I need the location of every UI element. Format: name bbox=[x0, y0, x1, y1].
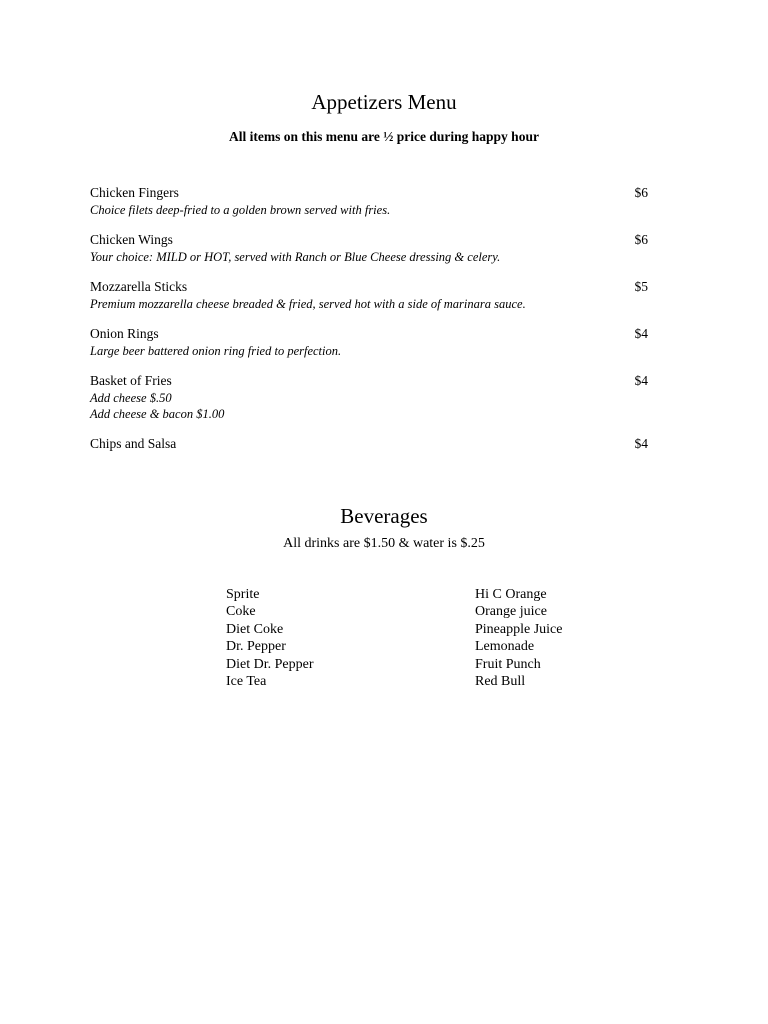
menu-item-description: Large beer battered onion ring fried to perfection. bbox=[90, 344, 342, 358]
menu-item bbox=[90, 278, 648, 312]
menu-item-price: $5 bbox=[634, 279, 648, 294]
menu-item bbox=[90, 435, 648, 453]
beverages-title: Beverages bbox=[340, 504, 428, 528]
beverage-item: Hi C Orange bbox=[475, 587, 547, 602]
beverage-item: Red Bull bbox=[475, 674, 526, 690]
menu-item-description: Your choice: MILD or HOT, served with Ranch or Blue Cheese dressing & celery. bbox=[90, 250, 501, 264]
menu-item-name: Basket of Fries bbox=[90, 373, 172, 388]
beverage-item: Pineapple Juice bbox=[475, 621, 563, 637]
menu-item-description: Premium mozzarella cheese breaded & fried, served hot with a side of marinara sauce. bbox=[90, 297, 526, 311]
beverages-right-column bbox=[475, 586, 562, 690]
menu-item bbox=[90, 184, 648, 218]
beverage-item: Lemonade bbox=[475, 639, 535, 655]
beverages-subtitle: All drinks are $1.50 & water is $.25 bbox=[283, 536, 485, 551]
menu-item-price: $4 bbox=[634, 326, 648, 341]
appetizers-subtitle: All items on this menu are ½ price during happy hour bbox=[229, 129, 539, 144]
menu-item-price: $6 bbox=[634, 232, 648, 247]
menu-item-header bbox=[90, 372, 648, 390]
menu-item-header bbox=[90, 278, 648, 296]
beverage-item: Orange juice bbox=[475, 604, 547, 620]
menu-item-name: Onion Rings bbox=[90, 326, 159, 341]
menu-item-price: $4 bbox=[634, 373, 648, 388]
beverage-item: Ice Tea bbox=[226, 674, 267, 690]
appetizers-list bbox=[90, 184, 648, 466]
menu-item-header bbox=[90, 325, 648, 343]
menu-item bbox=[90, 231, 648, 265]
beverage-item: Diet Coke bbox=[226, 621, 284, 637]
menu-item-description: Choice filets deep-fried to a golden brown served with fries. bbox=[90, 203, 391, 217]
menu-item-description: Add cheese $.50 bbox=[90, 391, 172, 405]
menu-item-price: $4 bbox=[634, 436, 648, 451]
menu-item-price: $6 bbox=[634, 185, 648, 200]
beverage-item: Sprite bbox=[226, 587, 260, 602]
menu-item bbox=[90, 372, 648, 422]
menu-item-name: Chicken Wings bbox=[90, 232, 173, 247]
menu-item-name: Chicken Fingers bbox=[90, 185, 179, 200]
beverage-item: Dr. Pepper bbox=[226, 639, 286, 655]
menu-item-name: Chips and Salsa bbox=[90, 436, 177, 451]
beverage-item: Coke bbox=[226, 604, 256, 620]
menu-item-header bbox=[90, 435, 648, 453]
beverages-left-column bbox=[226, 586, 313, 690]
appetizers-title: Appetizers Menu bbox=[311, 90, 457, 114]
menu-item bbox=[90, 325, 648, 359]
beverage-item: Fruit Punch bbox=[475, 656, 541, 672]
menu-item-name: Mozzarella Sticks bbox=[90, 279, 188, 294]
menu-item-header bbox=[90, 231, 648, 249]
menu-item-description: Add cheese & bacon $1.00 bbox=[90, 407, 225, 421]
menu-item-header bbox=[90, 184, 648, 202]
beverage-item: Diet Dr. Pepper bbox=[226, 656, 314, 672]
